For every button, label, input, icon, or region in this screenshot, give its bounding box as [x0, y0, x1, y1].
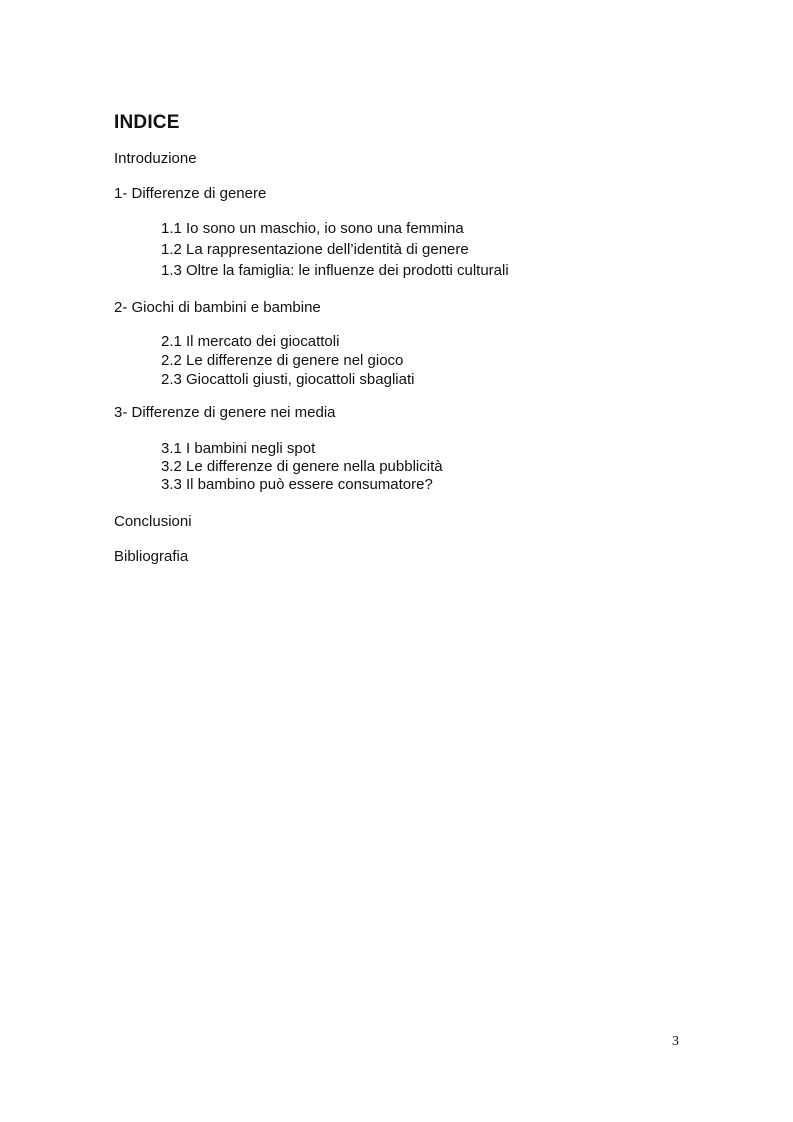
toc-section-1-1: 1.1 Io sono un maschio, io sono una femmina	[161, 220, 464, 237]
toc-section-3-2: 3.2 Le differenze di genere nella pubblicità	[161, 458, 443, 475]
toc-section-3-3: 3.3 Il bambino può essere consumatore?	[161, 476, 433, 493]
toc-section-2-3: 2.3 Giocattoli giusti, giocattoli sbagliati	[161, 371, 415, 388]
page-title: INDICE	[114, 112, 180, 133]
page-number: 3	[672, 1034, 679, 1049]
toc-chapter-2: 2- Giochi di bambini e bambine	[114, 299, 321, 316]
toc-chapter-3: 3- Differenze di genere nei media	[114, 404, 336, 421]
toc-entry-bibliografia: Bibliografia	[114, 548, 189, 565]
toc-section-2-2: 2.2 Le differenze di genere nel gioco	[161, 352, 404, 369]
toc-entry-conclusioni: Conclusioni	[114, 513, 192, 530]
toc-section-2-1: 2.1 Il mercato dei giocattoli	[161, 333, 340, 350]
toc-chapter-1: 1- Differenze di genere	[114, 185, 267, 202]
toc-entry-introduzione: Introduzione	[114, 150, 197, 167]
toc-section-1-2: 1.2 La rappresentazione dell’identità di genere	[161, 241, 469, 258]
toc-section-3-1: 3.1 I bambini negli spot	[161, 440, 316, 457]
toc-section-1-3: 1.3 Oltre la famiglia: le influenze dei prodotti culturali	[161, 262, 509, 279]
